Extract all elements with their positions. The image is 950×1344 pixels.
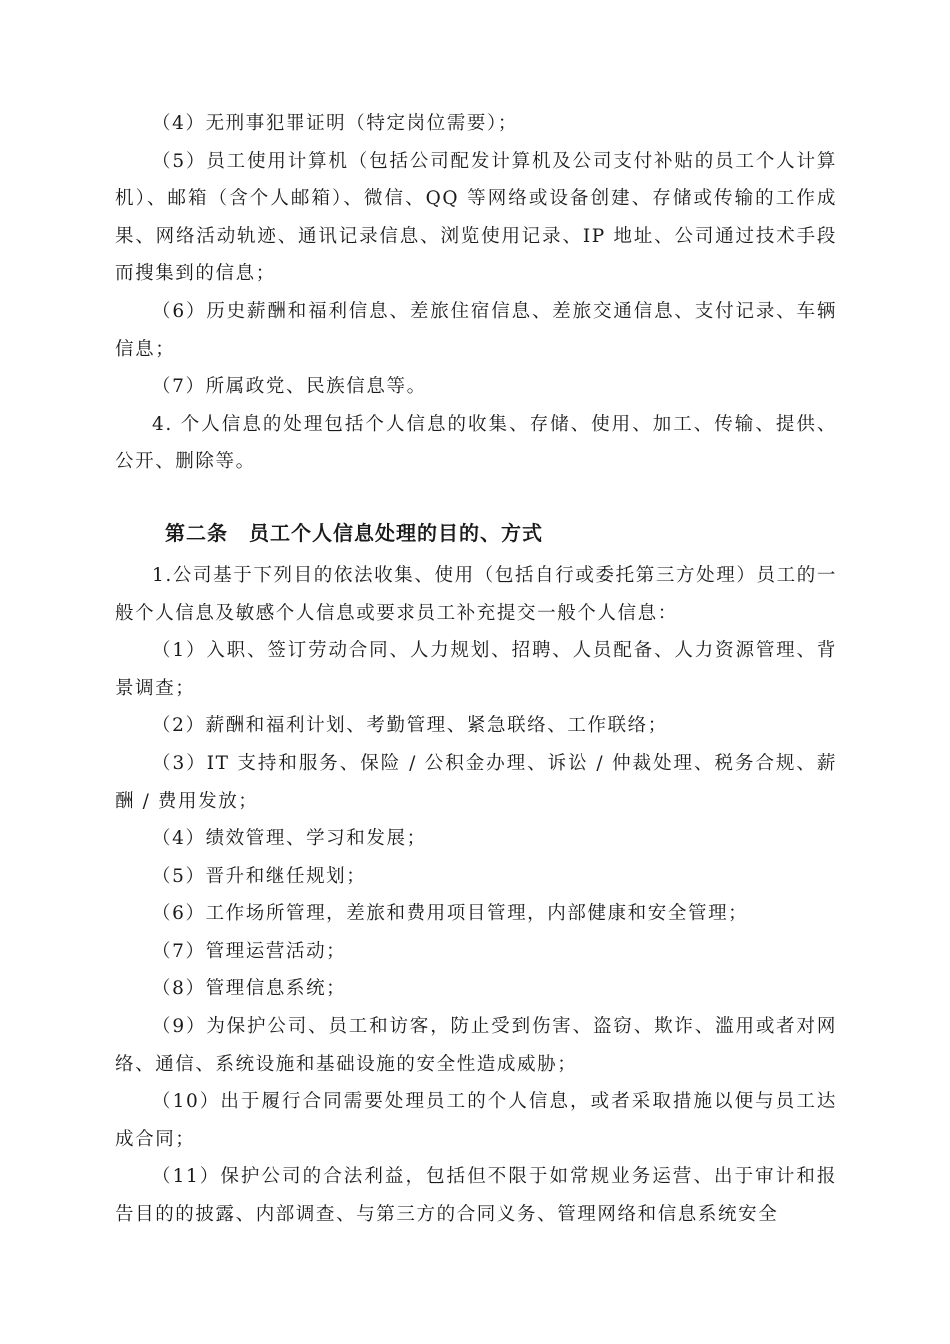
list-item: （4）绩效管理、学习和发展； [152,828,427,850]
paragraph: 1.公司基于下列目的依法收集、使用（包括自行或委托第三方处理）员工的一般个人信息及敏感个人信息或要求员工补充提交一般个人信息： [115,564,837,624]
document-page [115,105,837,1234]
list-item: （5）晋升和继任规划； [152,865,367,887]
paragraph: （7）所属政党、民族信息等。 [152,376,427,398]
paragraph: （5）员工使用计算机（包括公司配发计算机及公司支付补贴的员工个人计算机）、邮箱（含个人邮箱）、微信、QQ 等网络或设备创建、存储或传输的工作成果、网络活动轨迹、通讯记录信息、浏览使用记录、IP 地址、公司通过技术手段而搜集到的信息； [115,150,837,285]
list-item: （9）为保护公司、员工和访客，防止受到伤害、盗窃、欺诈、滥用或者对网络、通信、系统设施和基础设施的安全性造成威胁； [115,1016,837,1075]
list-item: （11）保护公司的合法利益，包括但不限于如常规业务运营、出于审计和报告目的的披露、内部调查、与第三方的合同义务、管理网络和信息系统安全 [115,1166,837,1226]
list-item: （3）IT 支持和服务、保险 / 公积金办理、诉讼 / 仲裁处理、税务合规、薪酬 / 费用发放； [115,752,837,812]
list-item: （8）管理信息系统； [152,978,347,1000]
paragraph: （6）历史薪酬和福利信息、差旅住宿信息、差旅交通信息、支付记录、车辆信息； [115,300,837,360]
paragraph: 4. 个人信息的处理包括个人信息的收集、存储、使用、加工、传输、提供、公开、删除等。 [115,413,837,473]
list-item: （10）出于履行合同需要处理员工的个人信息，或者采取措施以便与员工达成合同； [115,1091,837,1150]
paragraph: （4）无刑事犯罪证明（特定岗位需要）； [152,113,518,134]
list-item: （6）工作场所管理，差旅和费用项目管理，内部健康和安全管理； [152,903,749,925]
list-item: （2）薪酬和福利计划、考勤管理、紧急联络、工作联络； [152,715,668,737]
list-item: （7）管理运营活动； [152,940,347,962]
section-heading: 第二条 员工个人信息处理的目的、方式 [165,520,543,545]
list-item: （1）入职、签订劳动合同、人力规划、招聘、人员配备、人力资源管理、背景调查； [115,640,837,699]
